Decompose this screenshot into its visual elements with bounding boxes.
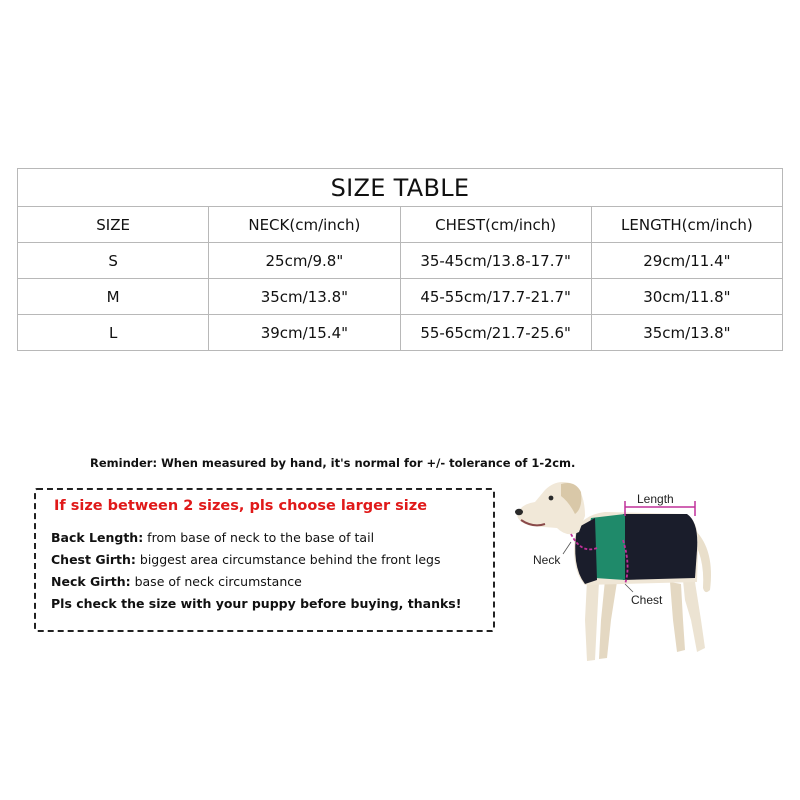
cell-neck: 35cm/13.8" [209, 279, 400, 315]
neck-girth-note [51, 574, 302, 589]
table-row [18, 243, 783, 279]
dog-measurement-illustration [505, 470, 755, 670]
cell-length: 30cm/11.8" [591, 279, 782, 315]
cell-neck: 25cm/9.8" [209, 243, 400, 279]
sizing-notes-box [34, 488, 495, 632]
neck-pointer [563, 542, 571, 554]
measurement-reminder: Reminder: When measured by hand, it's normal for +/- tolerance of 1-2cm. [90, 456, 576, 470]
cell-neck: 39cm/15.4" [209, 315, 400, 351]
back-length-text: from base of neck to the base of tail [143, 530, 375, 545]
cell-chest: 45-55cm/17.7-21.7" [400, 279, 591, 315]
size-table [17, 168, 783, 351]
dog-front-leg [585, 580, 599, 661]
chest-girth-note [51, 552, 440, 567]
back-length-label: Back Length: [51, 530, 144, 545]
neck-girth-text: base of neck circumstance [130, 574, 302, 589]
cell-size: M [18, 279, 209, 315]
cell-size: S [18, 243, 209, 279]
header-neck: NECK(cm/inch) [209, 207, 400, 243]
dog-nose [515, 509, 523, 515]
chest-girth-text: biggest area circumstance behind the front legs [135, 552, 441, 567]
header-chest: CHEST(cm/inch) [400, 207, 591, 243]
size-table-title: SIZE TABLE [18, 169, 783, 207]
header-size: SIZE [18, 207, 209, 243]
length-label: Length [637, 492, 674, 506]
cell-length: 35cm/13.8" [591, 315, 782, 351]
size-advice-headline: If size between 2 sizes, pls choose larger size [54, 498, 428, 514]
neck-label: Neck [533, 553, 561, 567]
chest-label: Chest [631, 593, 663, 607]
cell-chest: 35-45cm/13.8-17.7" [400, 243, 591, 279]
dog-hind-leg [683, 580, 705, 652]
check-size-note: Pls check the size with your puppy before buying, thanks! [51, 596, 462, 611]
cell-length: 29cm/11.4" [591, 243, 782, 279]
dog-vest-dark [623, 514, 697, 580]
back-length-note [51, 530, 374, 545]
dog-front-leg [599, 580, 617, 659]
neck-girth-label: Neck Girth: [51, 574, 131, 589]
header-length: LENGTH(cm/inch) [591, 207, 782, 243]
chest-girth-label: Chest Girth: [51, 552, 136, 567]
dog-hind-leg [670, 582, 685, 652]
table-row [18, 315, 783, 351]
dog-eye [549, 496, 554, 501]
table-row [18, 279, 783, 315]
cell-chest: 55-65cm/21.7-25.6" [400, 315, 591, 351]
cell-size: L [18, 315, 209, 351]
chest-pointer [625, 584, 633, 592]
table-header-row [18, 207, 783, 243]
